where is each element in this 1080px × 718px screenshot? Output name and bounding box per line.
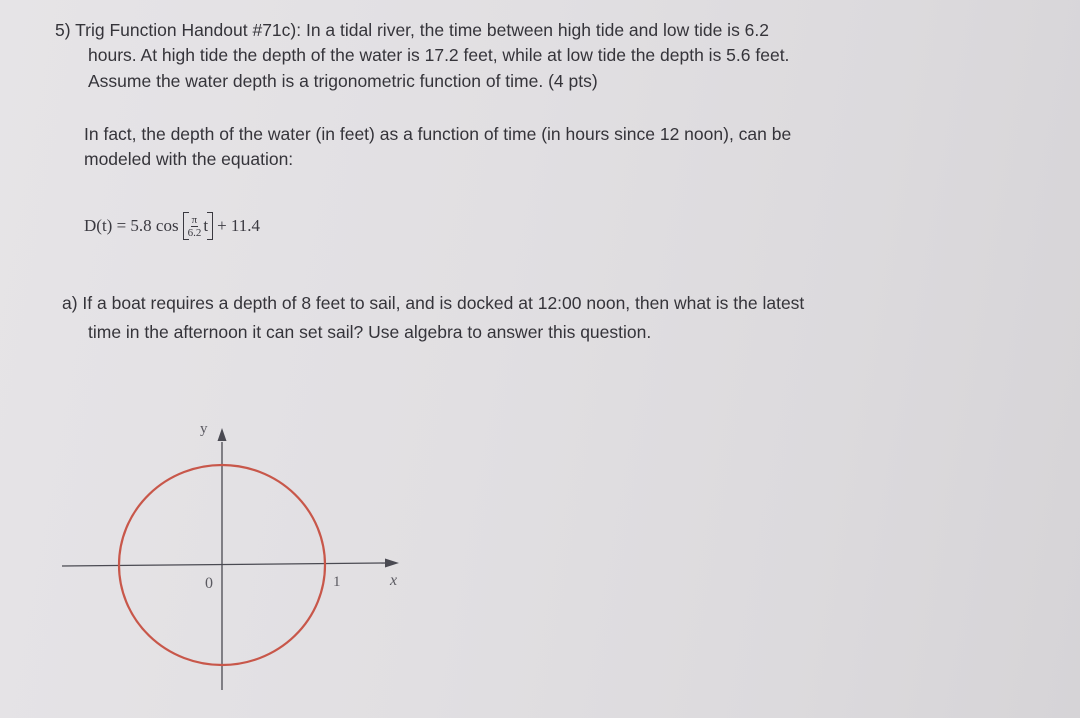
fraction-denominator: 6.2 — [187, 226, 202, 239]
problem-line-3: Assume the water depth is a trigonometric function of time. (4 pts) — [88, 71, 598, 91]
tick-label-1: 1 — [333, 574, 341, 590]
x-axis-arrow — [385, 559, 399, 568]
part-a-line-2: time in the afternoon it can set sail? Use algebra to answer this question. — [88, 322, 652, 342]
x-axis-label: x — [390, 572, 398, 589]
x-axis — [62, 563, 386, 566]
equation-lhs: D(t) = 5.8 cos — [84, 216, 179, 235]
origin-label: 0 — [205, 575, 213, 592]
equation-variable: t — [203, 216, 209, 235]
model-line-1: In fact, the depth of the water (in feet) as a function of time (in hours since 12 noon), can be — [84, 124, 792, 144]
y-axis-arrow — [218, 428, 227, 441]
model-line-2: modeled with the equation: — [84, 149, 294, 169]
problem-line-2: hours. At high tide the depth of the water is 17.2 feet, while at low tide the depth is 5.6 feet. — [88, 45, 790, 65]
equation-rhs: + 11.4 — [217, 216, 261, 235]
problem-line-1: 5) Trig Function Handout #71c): In a tidal river, the time between high tide and low tide is 6.2 — [55, 20, 770, 40]
fraction-numerator: π — [191, 213, 198, 226]
y-axis-label: y — [200, 421, 208, 437]
part-a-line-1: a) If a boat requires a depth of 8 feet to sail, and is docked at 12:00 noon, then what is the latest — [62, 293, 805, 313]
